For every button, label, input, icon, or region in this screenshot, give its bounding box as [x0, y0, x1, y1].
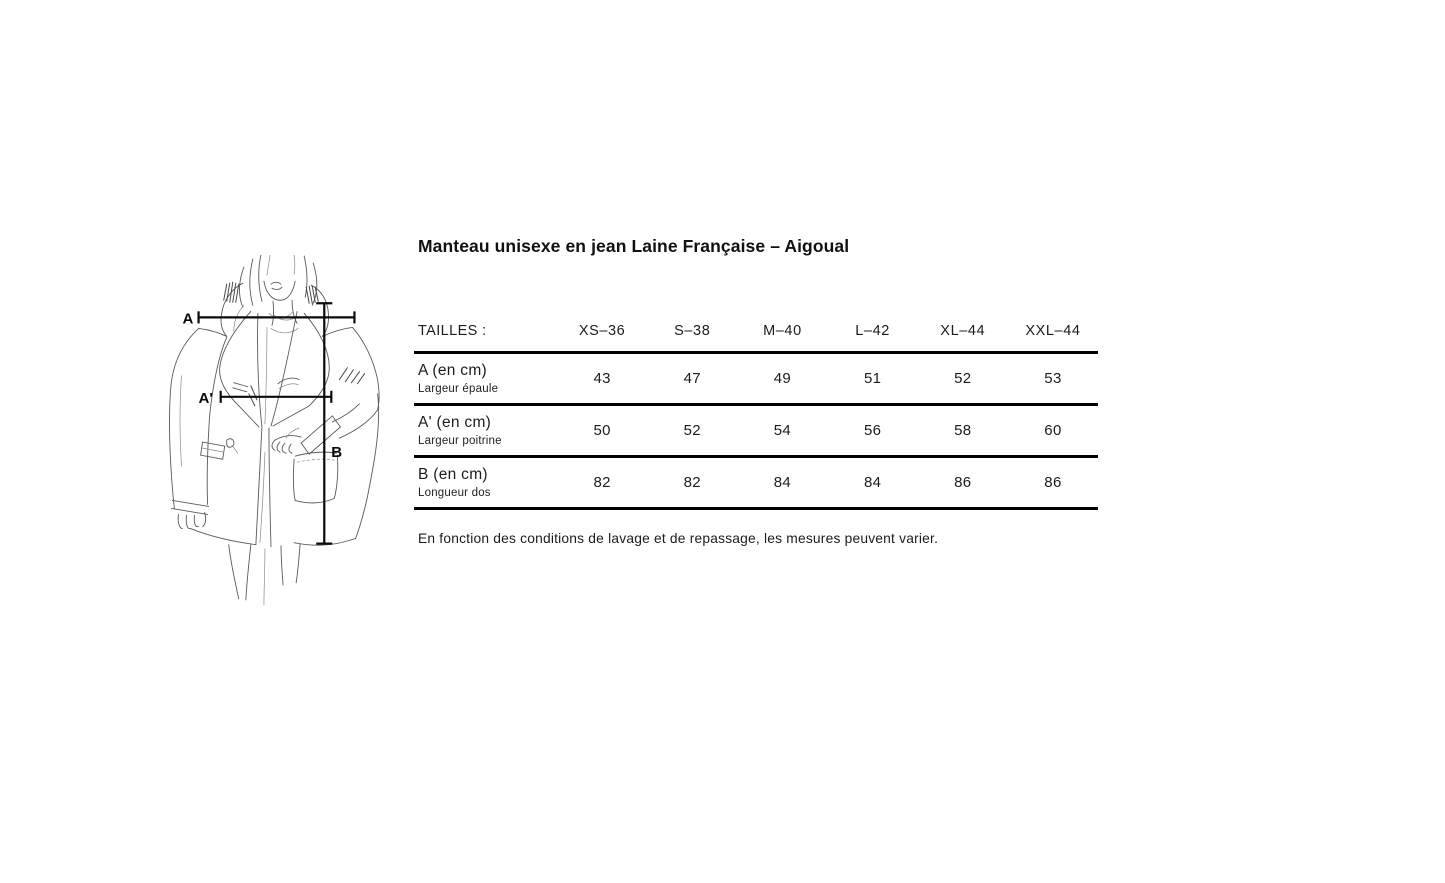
measure-row-label: A' (en cm) — [418, 414, 492, 431]
size-column-header-xxl: XXL–44 — [1025, 322, 1081, 339]
measure-value: 54 — [773, 422, 792, 439]
measure-value: 49 — [773, 370, 792, 387]
measurement-overlay — [182, 303, 354, 543]
measure-value: 84 — [773, 474, 792, 491]
measure-value: 52 — [683, 422, 701, 439]
measure-row-sublabel: Largeur épaule — [418, 383, 499, 395]
measure-row-label: A (en cm) — [418, 362, 488, 379]
measure-value: 53 — [1044, 370, 1062, 387]
size-column-header-s: S–38 — [674, 322, 711, 339]
measure-row-header — [414, 414, 557, 447]
page-title: Manteau unisexe en jean Laine Française – Aigoual — [418, 236, 850, 256]
measure-value: 52 — [954, 370, 972, 387]
measure-value: 56 — [863, 422, 882, 439]
table-header-tailles: TAILLES : — [418, 322, 487, 339]
measure-value: 51 — [863, 370, 882, 387]
size-table-header-row — [414, 310, 1098, 351]
table-row-shoulder — [414, 351, 1098, 403]
size-column-header-xs: XS–36 — [578, 322, 626, 339]
measure-value: 82 — [683, 474, 701, 491]
measure-label-a: A — [182, 310, 194, 328]
care-footnote: En fonction des conditions de lavage et de repassage, les mesures peuvent varier. — [418, 531, 939, 546]
measure-value: 50 — [593, 422, 611, 439]
coat-measurement-illustration — [160, 255, 392, 607]
measure-row-label: B (en cm) — [418, 466, 488, 483]
measure-label-b: B — [331, 444, 343, 462]
table-row-back-length — [414, 455, 1098, 507]
measure-row-header — [414, 466, 557, 499]
measure-row-sublabel: Largeur poitrine — [418, 435, 502, 447]
measure-value: 86 — [1044, 474, 1062, 491]
measure-row-header — [414, 362, 557, 395]
size-column-header-m: M–40 — [763, 322, 802, 339]
table-bottom-rule — [414, 507, 1098, 510]
measure-value: 47 — [683, 370, 701, 387]
coat-sketch — [170, 255, 380, 605]
table-row-chest — [414, 403, 1098, 455]
measure-value: 82 — [593, 474, 611, 491]
size-column-header-l: L–42 — [855, 322, 890, 339]
measure-value: 58 — [954, 422, 972, 439]
measure-row-sublabel: Longueur dos — [418, 487, 491, 499]
size-column-header-xl: XL–44 — [940, 322, 986, 339]
measure-label-a-prime: A' — [198, 389, 214, 407]
measure-value: 86 — [954, 474, 972, 491]
measure-value: 84 — [863, 474, 882, 491]
measure-value: 60 — [1044, 422, 1062, 439]
size-table — [414, 310, 1098, 510]
measure-value: 43 — [593, 370, 611, 387]
